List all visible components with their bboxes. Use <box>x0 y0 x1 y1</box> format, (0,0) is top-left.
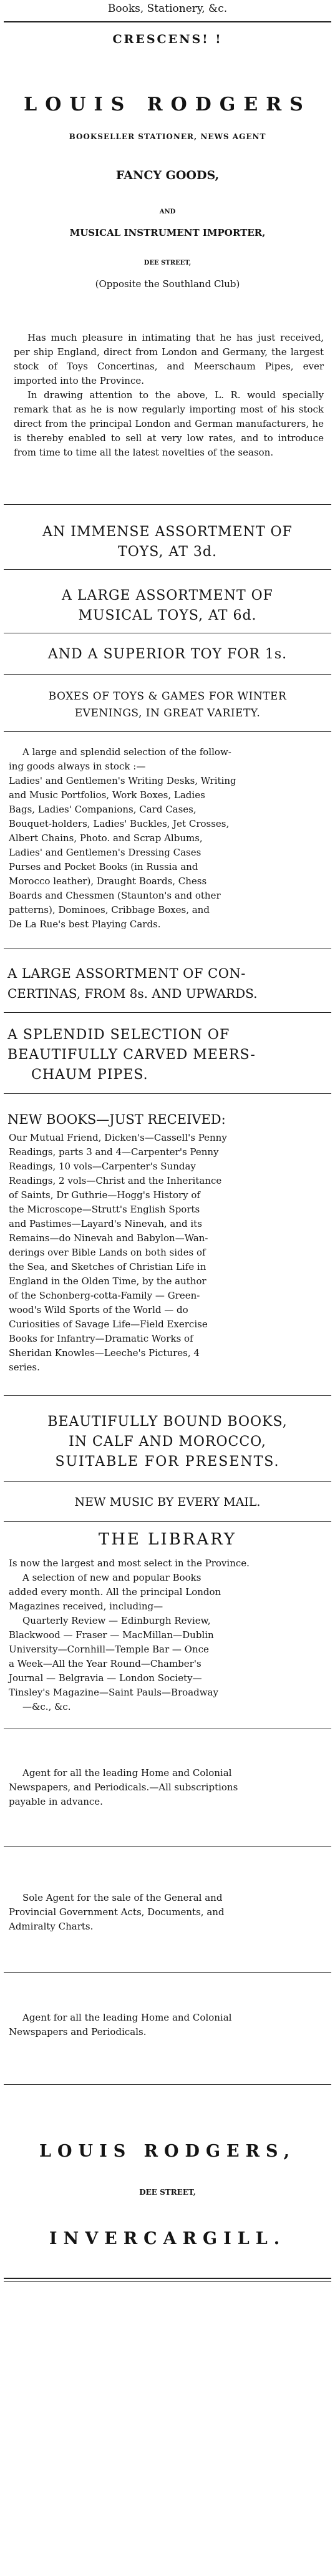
footer-double-rule <box>4 2278 331 2282</box>
advertiser-trades: BOOKSELLER STATIONER, NEWS AGENT <box>69 132 266 141</box>
agent-line: payable in advance. <box>9 1796 103 1807</box>
goods-line: patterns), Dominoes, Cribbage Boxes, and <box>9 904 210 915</box>
divider <box>4 504 331 505</box>
toys-boxes-line1: BOXES OF TOYS & GAMES FOR WINTER <box>48 690 287 703</box>
book-line: Readings, 2 vols—Christ and the Inheritance <box>9 1175 222 1186</box>
bound-line2: IN CALF AND MOROCCO, <box>69 1434 266 1450</box>
book-line: series. <box>9 1362 40 1373</box>
divider <box>4 1521 331 1522</box>
concertinas-line1: A LARGE ASSORTMENT OF CON- <box>7 966 246 981</box>
library-line: a Week—All the Year Round—Chamber's <box>9 1658 201 1669</box>
goods-line: Bags, Ladies' Companions, Card Cases, <box>9 804 197 815</box>
divider <box>4 1846 331 1847</box>
goods-line: Ladies' and Gentlemen's Writing Desks, Writing <box>9 775 236 786</box>
agent-periodicals-notice <box>9 2011 324 2039</box>
library-line: Is now the largest and most select in the Province. <box>9 1558 250 1569</box>
new-books-list <box>9 1131 324 1375</box>
library-line: Tinsley's Magazine—Saint Pauls—Broadway <box>9 1687 218 1698</box>
agent-line: Agent for all the leading Home and Colonial <box>22 1767 232 1778</box>
book-line: of Saints, Dr Guthrie—Hogg's History of <box>9 1189 200 1201</box>
divider <box>4 1012 331 1013</box>
book-line: derings over Bible Lands on both sides of <box>9 1247 206 1258</box>
agent-line: Agent for all the leading Home and Colonial <box>22 2012 232 2023</box>
column-title: Books, Stationery, &c. <box>107 2 228 15</box>
book-line: Readings, 10 vols—Carpenter's Sunday <box>9 1161 196 1172</box>
goods-line: Bouquet-holders, Ladies' Buckles, Jet Crosses, <box>9 818 230 829</box>
intro-paragraph-2: In drawing attention to the above, L. R. would specially remark that as he is now regularly importing most of his stock direct from the principal London and German manufacturers, he is thereby enabled to sell at very low rates, and to introduce from time to time all the latest novelties of the season. <box>14 389 324 458</box>
advertiser-name: LOUIS RODGERS <box>24 94 311 115</box>
goods-line: Albert Chains, Photo. and Scrap Albums, <box>9 832 203 844</box>
toys-musical-line2: MUSICAL TOYS, AT 6d. <box>78 608 257 623</box>
toys-immense-line1: AN IMMENSE ASSORTMENT OF <box>42 524 293 540</box>
title-rule <box>4 21 331 22</box>
book-line: Curiosities of Savage Life—Field Exercise <box>9 1319 208 1330</box>
opposite-label: (Opposite the Southland Club) <box>95 278 240 290</box>
divider <box>4 1093 331 1094</box>
library-line: Blackwood — Fraser — MacMillan—Dublin <box>9 1629 214 1641</box>
library-line: A selection of new and popular Books <box>22 1572 201 1583</box>
goods-line: Ladies' and Gentlemen's Dressing Cases <box>9 847 201 858</box>
toys-immense-line2: TOYS, AT 3d. <box>118 544 217 560</box>
library-list <box>9 1556 324 1714</box>
goods-line: Morocco leather), Draught Boards, Chess <box>9 876 207 887</box>
headline: CRESCENS! ! <box>112 32 223 46</box>
divider <box>4 731 331 732</box>
goods-line: and Music Portfolios, Work Boxes, Ladies <box>9 789 205 801</box>
library-line: Magazines received, including— <box>9 1601 163 1612</box>
intro-paragraph-1: Has much pleasure in intimating that he has just received, per ship England, direct from London and Germany, the largest stock of Toys Concertinas, and Meerschaum Pipes, ever imported into the Province. <box>14 332 324 386</box>
bound-line1: BEAUTIFULLY BOUND BOOKS, <box>47 1414 288 1430</box>
divider <box>4 1395 331 1396</box>
book-line: and Pastimes—Layard's Ninevah, and its <box>9 1218 202 1229</box>
agent-line: Sole Agent for the sale of the General and <box>22 1892 223 1903</box>
agent-line: Admiralty Charts. <box>9 1921 94 1932</box>
library-line: —&c., &c. <box>22 1701 71 1712</box>
book-line: Books for Infantry—Dramatic Works of <box>9 1333 193 1344</box>
book-line: Remains—do Ninevah and Babylon—Wan- <box>9 1232 208 1244</box>
book-line: Readings, parts 3 and 4—Carpenter's Penny <box>9 1146 219 1158</box>
agent-line: Provincial Government Acts, Documents, and <box>9 1906 225 1918</box>
street-label: DEE STREET, <box>143 260 192 266</box>
and-label: AND <box>159 208 176 215</box>
goods-list <box>9 745 324 932</box>
divider <box>4 2084 331 2085</box>
book-line: Sheridan Knowles—Leeche's Pictures, 4 <box>9 1347 200 1359</box>
toys-superior: AND A SUPERIOR TOY FOR 1s. <box>47 646 288 662</box>
pipes-line3: CHAUM PIPES. <box>31 1067 148 1083</box>
musical-importer: MUSICAL INSTRUMENT IMPORTER, <box>69 227 266 238</box>
music-notice: NEW MUSIC BY EVERY MAIL. <box>74 1495 261 1509</box>
goods-line: Boards and Chessmen (Staunton's and other <box>9 890 221 901</box>
book-line: wood's Wild Sports of the World — do <box>9 1304 188 1315</box>
goods-line: De La Rue's best Playing Cards. <box>9 919 161 930</box>
library-heading: THE LIBRARY <box>98 1530 237 1549</box>
new-books-heading: NEW BOOKS—JUST RECEIVED: <box>7 1112 226 1127</box>
library-line: Journal — Belgravia — London Society— <box>9 1672 202 1684</box>
library-line: University—Cornhill—Temple Bar — Once <box>9 1644 209 1655</box>
divider <box>4 1481 331 1482</box>
pipes-line2: BEAUTIFULLY CARVED MEERS- <box>7 1047 256 1063</box>
agent-line: Newspapers and Periodicals. <box>9 2026 147 2037</box>
footer-street: DEE STREET, <box>139 2188 196 2197</box>
toys-boxes-line2: EVENINGS, IN GREAT VARIETY. <box>74 707 261 720</box>
goods-line: ing goods always in stock :— <box>9 761 146 772</box>
fancy-goods: FANCY GOODS, <box>115 168 220 182</box>
agent-newspapers-notice <box>9 1766 324 1809</box>
goods-line: Purses and Pocket Books (in Russia and <box>9 861 198 872</box>
intro-text <box>14 331 324 460</box>
book-line: the Microscope—Strutt's English Sports <box>9 1204 200 1215</box>
bound-line3: SUITABLE FOR PRESENTS. <box>55 1454 280 1470</box>
footer-name: LOUIS RODGERS, <box>39 2142 296 2161</box>
sole-agent-notice <box>9 1891 324 1934</box>
divider <box>4 674 331 675</box>
divider <box>4 569 331 570</box>
goods-line: A large and splendid selection of the follow- <box>22 746 231 758</box>
concertinas-line2: CERTINAS, FROM 8s. AND UPWARDS. <box>7 986 258 1001</box>
pipes-line1: A SPLENDID SELECTION OF <box>7 1027 230 1043</box>
library-line: added every month. All the principal London <box>9 1586 221 1598</box>
book-line: England in the Olden Time, by the author <box>9 1276 206 1287</box>
agent-line: Newspapers, and Periodicals.—All subscriptions <box>9 1782 238 1793</box>
library-line: Quarterly Review — Edinburgh Review, <box>22 1615 211 1626</box>
book-line: Our Mutual Friend, Dicken's—Cassell's Penny <box>9 1132 227 1143</box>
book-line: the Sea, and Sketches of Christian Life in <box>9 1261 206 1272</box>
divider <box>4 1972 331 1973</box>
book-line: of the Schonberg-cotta-Family — Green- <box>9 1290 200 1301</box>
toys-musical-line1: A LARGE ASSORTMENT OF <box>62 588 273 603</box>
footer-town: INVERCARGILL. <box>49 2229 286 2248</box>
